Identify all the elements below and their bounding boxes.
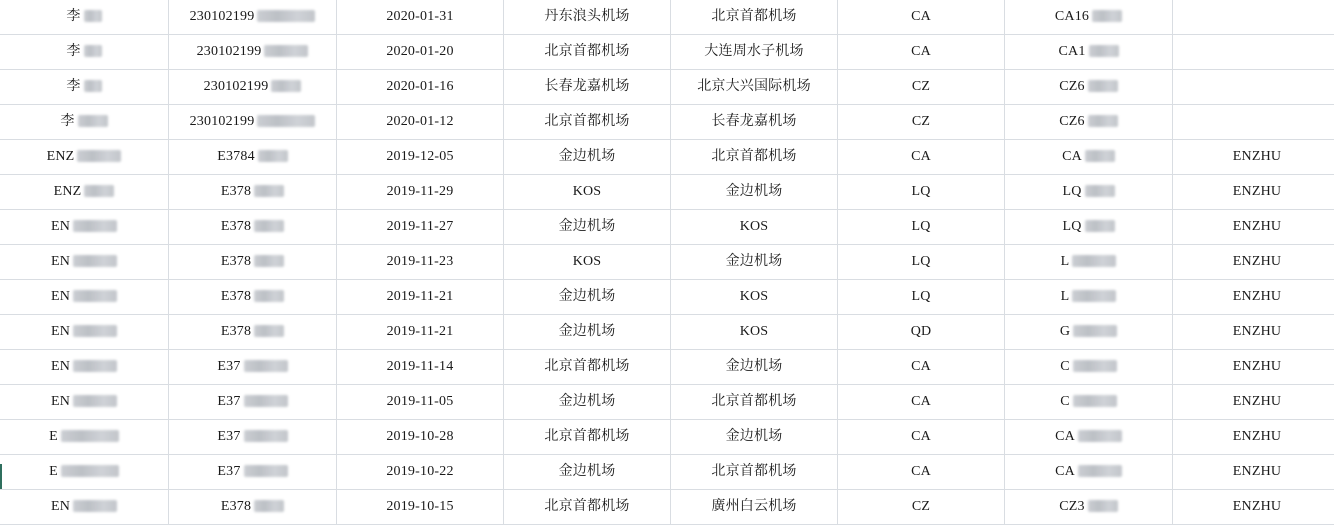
passenger-name-cell bbox=[0, 210, 169, 245]
passenger-name-cell bbox=[0, 350, 169, 385]
airline-code-cell-text: CZ bbox=[912, 115, 930, 129]
passenger-name-cell bbox=[0, 105, 169, 140]
passenger-name-cell-text: 李 bbox=[66, 10, 80, 24]
redaction-blob bbox=[84, 45, 102, 57]
flight-date-cell-text: 2020-01-20 bbox=[386, 45, 453, 59]
redaction-blob bbox=[254, 290, 284, 302]
redaction-blob bbox=[73, 220, 117, 232]
departure-airport-cell bbox=[504, 70, 671, 105]
flight-date-cell bbox=[337, 350, 504, 385]
flight-number-cell-text: CZ6 bbox=[1059, 80, 1085, 94]
flight-date-cell-text: 2020-01-31 bbox=[386, 10, 453, 24]
departure-airport-cell bbox=[504, 315, 671, 350]
arrival-airport-cell-text: 大连周水子机场 bbox=[704, 45, 803, 59]
redaction-blob bbox=[73, 500, 117, 512]
arrival-airport-cell bbox=[671, 315, 838, 350]
flight-number-cell-text: CA bbox=[1055, 430, 1075, 444]
departure-airport-cell-text: 金边机场 bbox=[559, 290, 616, 304]
table-row[interactable] bbox=[0, 70, 1334, 105]
departure-airport-cell bbox=[504, 0, 671, 35]
redaction-blob bbox=[84, 80, 102, 92]
flight-number-cell bbox=[1005, 315, 1173, 350]
passenger-name-cell bbox=[0, 455, 169, 490]
tag-cell bbox=[1173, 315, 1334, 350]
document-id-cell-text: E378 bbox=[221, 220, 251, 234]
airline-code-cell-text: CA bbox=[911, 430, 931, 444]
airline-code-cell-text: CZ bbox=[912, 80, 930, 94]
departure-airport-cell bbox=[504, 140, 671, 175]
redaction-blob bbox=[244, 465, 288, 477]
departure-airport-cell-text: 长春龙嘉机场 bbox=[544, 80, 629, 94]
passenger-name-cell-text: 李 bbox=[66, 80, 80, 94]
flight-date-cell-text: 2019-10-15 bbox=[386, 500, 453, 514]
tag-cell-text: ENZHU bbox=[1233, 465, 1281, 479]
flight-number-cell-text: CA16 bbox=[1055, 10, 1089, 24]
arrival-airport-cell-text: 北京首都机场 bbox=[711, 10, 796, 24]
departure-airport-cell bbox=[504, 490, 671, 525]
flight-number-cell bbox=[1005, 140, 1173, 175]
flight-number-cell-text: CZ3 bbox=[1059, 500, 1085, 514]
passenger-name-cell-text: EN bbox=[51, 395, 70, 409]
redaction-blob bbox=[61, 465, 119, 477]
flight-number-cell bbox=[1005, 420, 1173, 455]
tag-cell-text: ENZHU bbox=[1233, 360, 1281, 374]
departure-airport-cell-text: 金边机场 bbox=[559, 465, 616, 479]
arrival-airport-cell-text: KOS bbox=[740, 220, 769, 234]
airline-code-cell bbox=[838, 140, 1005, 175]
document-id-cell-text: 230102199 bbox=[204, 80, 269, 94]
flight-date-cell bbox=[337, 70, 504, 105]
flight-number-cell-text: C bbox=[1060, 360, 1070, 374]
redaction-blob bbox=[264, 45, 308, 57]
flight-number-cell-text: CA bbox=[1062, 150, 1082, 164]
flight-date-cell bbox=[337, 35, 504, 70]
arrival-airport-cell bbox=[671, 0, 838, 35]
flight-date-cell bbox=[337, 140, 504, 175]
redaction-blob bbox=[1085, 150, 1115, 162]
arrival-airport-cell-text: 北京首都机场 bbox=[711, 150, 796, 164]
passenger-name-cell bbox=[0, 175, 169, 210]
arrival-airport-cell bbox=[671, 140, 838, 175]
flight-date-cell-text: 2019-11-21 bbox=[387, 290, 454, 304]
flight-date-cell-text: 2020-01-16 bbox=[386, 80, 453, 94]
flight-number-cell bbox=[1005, 350, 1173, 385]
airline-code-cell bbox=[838, 210, 1005, 245]
row-marker bbox=[0, 464, 2, 490]
document-id-cell-text: E378 bbox=[221, 255, 251, 269]
airline-code-cell bbox=[838, 70, 1005, 105]
flight-number-cell bbox=[1005, 70, 1173, 105]
table-row[interactable] bbox=[0, 175, 1334, 210]
passenger-name-cell bbox=[0, 35, 169, 70]
document-id-cell bbox=[169, 245, 337, 280]
airline-code-cell bbox=[838, 350, 1005, 385]
redaction-blob bbox=[1078, 465, 1122, 477]
airline-code-cell bbox=[838, 420, 1005, 455]
departure-airport-cell bbox=[504, 420, 671, 455]
arrival-airport-cell-text: KOS bbox=[740, 290, 769, 304]
tag-cell bbox=[1173, 70, 1334, 105]
passenger-name-cell bbox=[0, 315, 169, 350]
document-id-cell bbox=[169, 175, 337, 210]
flight-number-cell-text: L bbox=[1061, 290, 1070, 304]
redaction-blob bbox=[73, 395, 117, 407]
document-id-cell-text: E3784 bbox=[217, 150, 255, 164]
flight-number-cell bbox=[1005, 245, 1173, 280]
tag-cell-text: ENZHU bbox=[1233, 325, 1281, 339]
airline-code-cell-text: CA bbox=[911, 395, 931, 409]
flight-number-cell bbox=[1005, 175, 1173, 210]
departure-airport-cell bbox=[504, 350, 671, 385]
arrival-airport-cell bbox=[671, 105, 838, 140]
flight-date-cell bbox=[337, 315, 504, 350]
flight-date-cell bbox=[337, 245, 504, 280]
airline-code-cell bbox=[838, 105, 1005, 140]
departure-airport-cell-text: KOS bbox=[573, 185, 602, 199]
passenger-name-cell bbox=[0, 280, 169, 315]
flight-number-cell bbox=[1005, 35, 1173, 70]
table-row[interactable] bbox=[0, 245, 1334, 280]
departure-airport-cell bbox=[504, 35, 671, 70]
passenger-name-cell bbox=[0, 245, 169, 280]
flight-date-cell-text: 2019-11-05 bbox=[387, 395, 454, 409]
arrival-airport-cell-text: 金边机场 bbox=[726, 185, 783, 199]
passenger-name-cell bbox=[0, 385, 169, 420]
airline-code-cell bbox=[838, 245, 1005, 280]
flight-number-cell-text: L bbox=[1061, 255, 1070, 269]
redaction-blob bbox=[254, 220, 284, 232]
flight-date-cell bbox=[337, 420, 504, 455]
flight-number-cell bbox=[1005, 0, 1173, 35]
redaction-blob bbox=[78, 115, 108, 127]
departure-airport-cell bbox=[504, 105, 671, 140]
document-id-cell bbox=[169, 140, 337, 175]
redaction-blob bbox=[84, 10, 102, 22]
airline-code-cell bbox=[838, 280, 1005, 315]
arrival-airport-cell bbox=[671, 70, 838, 105]
tag-cell-text: ENZHU bbox=[1233, 185, 1281, 199]
redaction-blob bbox=[1088, 500, 1118, 512]
redaction-blob bbox=[1088, 80, 1118, 92]
arrival-airport-cell-text: 北京首都机场 bbox=[711, 465, 796, 479]
tag-cell bbox=[1173, 280, 1334, 315]
document-id-cell bbox=[169, 280, 337, 315]
airline-code-cell-text: CA bbox=[911, 150, 931, 164]
departure-airport-cell-text: 金边机场 bbox=[559, 150, 616, 164]
airline-code-cell bbox=[838, 490, 1005, 525]
document-id-cell bbox=[169, 0, 337, 35]
document-id-cell-text: E378 bbox=[221, 500, 251, 514]
tag-cell bbox=[1173, 35, 1334, 70]
passenger-name-cell bbox=[0, 70, 169, 105]
redaction-blob bbox=[84, 185, 114, 197]
passenger-name-cell bbox=[0, 140, 169, 175]
flight-number-cell-text: CZ6 bbox=[1059, 115, 1085, 129]
passenger-name-cell-text: EN bbox=[51, 325, 70, 339]
document-id-cell bbox=[169, 455, 337, 490]
arrival-airport-cell bbox=[671, 490, 838, 525]
airline-code-cell bbox=[838, 0, 1005, 35]
tag-cell bbox=[1173, 175, 1334, 210]
passenger-name-cell-text: ENZ bbox=[47, 150, 75, 164]
table-row[interactable] bbox=[0, 105, 1334, 140]
arrival-airport-cell bbox=[671, 420, 838, 455]
arrival-airport-cell bbox=[671, 175, 838, 210]
departure-airport-cell-text: 金边机场 bbox=[559, 220, 616, 234]
arrival-airport-cell-text: 金边机场 bbox=[726, 255, 783, 269]
departure-airport-cell bbox=[504, 455, 671, 490]
tag-cell bbox=[1173, 420, 1334, 455]
redaction-blob bbox=[244, 430, 288, 442]
tag-cell-text: ENZHU bbox=[1233, 430, 1281, 444]
table-row[interactable] bbox=[0, 280, 1334, 315]
document-id-cell bbox=[169, 420, 337, 455]
document-id-cell bbox=[169, 350, 337, 385]
redaction-blob bbox=[61, 430, 119, 442]
passenger-name-cell bbox=[0, 0, 169, 35]
airline-code-cell-text: LQ bbox=[911, 255, 930, 269]
redaction-blob bbox=[257, 115, 315, 127]
passenger-name-cell-text: EN bbox=[51, 500, 70, 514]
redaction-blob bbox=[1088, 115, 1118, 127]
document-id-cell-text: E37 bbox=[217, 465, 240, 479]
document-id-cell bbox=[169, 35, 337, 70]
departure-airport-cell-text: 金边机场 bbox=[559, 395, 616, 409]
flight-date-cell bbox=[337, 385, 504, 420]
departure-airport-cell-text: 金边机场 bbox=[559, 325, 616, 339]
document-id-cell bbox=[169, 105, 337, 140]
redaction-blob bbox=[244, 395, 288, 407]
document-id-cell-text: E37 bbox=[217, 430, 240, 444]
passenger-name-cell-text: E bbox=[49, 430, 58, 444]
airline-code-cell-text: CA bbox=[911, 45, 931, 59]
departure-airport-cell-text: KOS bbox=[573, 255, 602, 269]
tag-cell-text: ENZHU bbox=[1233, 150, 1281, 164]
table-row[interactable] bbox=[0, 140, 1334, 175]
table-row[interactable] bbox=[0, 210, 1334, 245]
redaction-blob bbox=[1072, 290, 1116, 302]
passenger-name-cell-text: EN bbox=[51, 220, 70, 234]
document-id-cell-text: 230102199 bbox=[190, 10, 255, 24]
redaction-blob bbox=[258, 150, 288, 162]
departure-airport-cell-text: 北京首都机场 bbox=[544, 45, 629, 59]
table-row[interactable] bbox=[0, 315, 1334, 350]
redaction-blob bbox=[1085, 220, 1115, 232]
passenger-name-cell-text: ENZ bbox=[54, 185, 82, 199]
departure-airport-cell bbox=[504, 175, 671, 210]
flight-number-cell bbox=[1005, 490, 1173, 525]
document-id-cell-text: E37 bbox=[217, 395, 240, 409]
arrival-airport-cell-text: 长春龙嘉机场 bbox=[711, 115, 796, 129]
flight-number-cell bbox=[1005, 105, 1173, 140]
table-row[interactable] bbox=[0, 385, 1334, 420]
airline-code-cell-text: CA bbox=[911, 10, 931, 24]
tag-cell bbox=[1173, 385, 1334, 420]
tag-cell bbox=[1173, 245, 1334, 280]
arrival-airport-cell-text: 金边机场 bbox=[726, 430, 783, 444]
table-row[interactable] bbox=[0, 35, 1334, 70]
flight-date-cell bbox=[337, 0, 504, 35]
document-id-cell-text: E378 bbox=[221, 325, 251, 339]
flight-number-cell bbox=[1005, 280, 1173, 315]
redaction-blob bbox=[1078, 430, 1122, 442]
redaction-blob bbox=[1073, 395, 1117, 407]
departure-airport-cell bbox=[504, 385, 671, 420]
tag-cell-text: ENZHU bbox=[1233, 220, 1281, 234]
arrival-airport-cell bbox=[671, 35, 838, 70]
arrival-airport-cell bbox=[671, 385, 838, 420]
departure-airport-cell-text: 北京首都机场 bbox=[544, 430, 629, 444]
airline-code-cell bbox=[838, 455, 1005, 490]
redaction-blob bbox=[1073, 325, 1117, 337]
redaction-blob bbox=[254, 185, 284, 197]
departure-airport-cell bbox=[504, 280, 671, 315]
table-row[interactable] bbox=[0, 420, 1334, 455]
arrival-airport-cell-text: 北京首都机场 bbox=[711, 395, 796, 409]
airline-code-cell bbox=[838, 385, 1005, 420]
document-id-cell bbox=[169, 315, 337, 350]
redaction-blob bbox=[271, 80, 301, 92]
departure-airport-cell bbox=[504, 245, 671, 280]
flight-date-cell-text: 2020-01-12 bbox=[386, 115, 453, 129]
airline-code-cell-text: CZ bbox=[912, 500, 930, 514]
arrival-airport-cell-text: 北京大兴国际机场 bbox=[697, 80, 811, 94]
arrival-airport-cell-text: KOS bbox=[740, 325, 769, 339]
tag-cell bbox=[1173, 350, 1334, 385]
document-id-cell bbox=[169, 385, 337, 420]
document-id-cell-text: 230102199 bbox=[190, 115, 255, 129]
departure-airport-cell-text: 北京首都机场 bbox=[544, 115, 629, 129]
airline-code-cell bbox=[838, 35, 1005, 70]
airline-code-cell-text: CA bbox=[911, 360, 931, 374]
redaction-blob bbox=[73, 325, 117, 337]
airline-code-cell-text: LQ bbox=[911, 220, 930, 234]
redaction-blob bbox=[1092, 10, 1122, 22]
flight-date-cell-text: 2019-11-14 bbox=[387, 360, 454, 374]
airline-code-cell-text: LQ bbox=[911, 185, 930, 199]
redaction-blob bbox=[73, 360, 117, 372]
arrival-airport-cell-text: 廣州白云机场 bbox=[711, 500, 796, 514]
departure-airport-cell bbox=[504, 210, 671, 245]
flight-date-cell bbox=[337, 490, 504, 525]
redaction-blob bbox=[254, 255, 284, 267]
redaction-blob bbox=[1073, 360, 1117, 372]
tag-cell bbox=[1173, 140, 1334, 175]
tag-cell bbox=[1173, 0, 1334, 35]
redaction-blob bbox=[1085, 185, 1115, 197]
document-id-cell bbox=[169, 490, 337, 525]
departure-airport-cell-text: 丹东浪头机场 bbox=[544, 10, 629, 24]
arrival-airport-cell bbox=[671, 350, 838, 385]
departure-airport-cell-text: 北京首都机场 bbox=[544, 500, 629, 514]
arrival-airport-cell bbox=[671, 455, 838, 490]
redaction-blob bbox=[73, 290, 117, 302]
flight-date-cell-text: 2019-11-21 bbox=[387, 325, 454, 339]
flight-number-cell-text: G bbox=[1060, 325, 1070, 339]
redaction-blob bbox=[254, 325, 284, 337]
tag-cell bbox=[1173, 455, 1334, 490]
passenger-name-cell-text: EN bbox=[51, 255, 70, 269]
flight-date-cell-text: 2019-10-22 bbox=[386, 465, 453, 479]
tag-cell-text: ENZHU bbox=[1233, 255, 1281, 269]
document-id-cell bbox=[169, 210, 337, 245]
table-row[interactable] bbox=[0, 455, 1334, 490]
document-id-cell bbox=[169, 70, 337, 105]
passenger-name-cell bbox=[0, 420, 169, 455]
airline-code-cell-text: LQ bbox=[911, 290, 930, 304]
document-id-cell-text: E37 bbox=[217, 360, 240, 374]
arrival-airport-cell-text: 金边机场 bbox=[726, 360, 783, 374]
redaction-blob bbox=[1089, 45, 1119, 57]
redaction-blob bbox=[1072, 255, 1116, 267]
flight-number-cell bbox=[1005, 455, 1173, 490]
airline-code-cell-text: QD bbox=[911, 325, 932, 339]
flight-date-cell bbox=[337, 455, 504, 490]
flight-date-cell-text: 2019-10-28 bbox=[386, 430, 453, 444]
flight-number-cell-text: C bbox=[1060, 395, 1070, 409]
flight-date-cell bbox=[337, 105, 504, 140]
document-id-cell-text: 230102199 bbox=[197, 45, 262, 59]
flight-number-cell-text: CA1 bbox=[1058, 45, 1085, 59]
flight-date-cell-text: 2019-11-29 bbox=[387, 185, 454, 199]
redaction-blob bbox=[73, 255, 117, 267]
redaction-blob bbox=[257, 10, 315, 22]
airline-code-cell bbox=[838, 175, 1005, 210]
airline-code-cell bbox=[838, 315, 1005, 350]
passenger-name-cell-text: 李 bbox=[66, 45, 80, 59]
tag-cell-text: ENZHU bbox=[1233, 500, 1281, 514]
flight-date-cell-text: 2019-11-27 bbox=[387, 220, 454, 234]
redaction-blob bbox=[254, 500, 284, 512]
tag-cell-text: ENZHU bbox=[1233, 395, 1281, 409]
passenger-name-cell-text: EN bbox=[51, 360, 70, 374]
flight-date-cell bbox=[337, 210, 504, 245]
redaction-blob bbox=[77, 150, 121, 162]
arrival-airport-cell bbox=[671, 280, 838, 315]
table-row[interactable] bbox=[0, 490, 1334, 525]
flight-date-cell-text: 2019-11-23 bbox=[387, 255, 454, 269]
flight-number-cell bbox=[1005, 210, 1173, 245]
passenger-name-cell-text: 李 bbox=[60, 115, 74, 129]
flight-number-cell-text: LQ bbox=[1062, 185, 1081, 199]
flight-date-cell bbox=[337, 280, 504, 315]
tag-cell bbox=[1173, 105, 1334, 140]
table-row[interactable] bbox=[0, 350, 1334, 385]
flight-number-cell-text: CA bbox=[1055, 465, 1075, 479]
departure-airport-cell-text: 北京首都机场 bbox=[544, 360, 629, 374]
tag-cell bbox=[1173, 490, 1334, 525]
tag-cell bbox=[1173, 210, 1334, 245]
document-id-cell-text: E378 bbox=[221, 290, 251, 304]
passenger-name-cell-text: E bbox=[49, 465, 58, 479]
passenger-name-cell-text: EN bbox=[51, 290, 70, 304]
table-row[interactable] bbox=[0, 0, 1334, 35]
arrival-airport-cell bbox=[671, 210, 838, 245]
passenger-name-cell bbox=[0, 490, 169, 525]
redaction-blob bbox=[244, 360, 288, 372]
airline-code-cell-text: CA bbox=[911, 465, 931, 479]
flight-date-cell-text: 2019-12-05 bbox=[386, 150, 453, 164]
document-id-cell-text: E378 bbox=[221, 185, 251, 199]
flight-number-cell-text: LQ bbox=[1062, 220, 1081, 234]
arrival-airport-cell bbox=[671, 245, 838, 280]
flight-number-cell bbox=[1005, 385, 1173, 420]
flight-date-cell bbox=[337, 175, 504, 210]
tag-cell-text: ENZHU bbox=[1233, 290, 1281, 304]
